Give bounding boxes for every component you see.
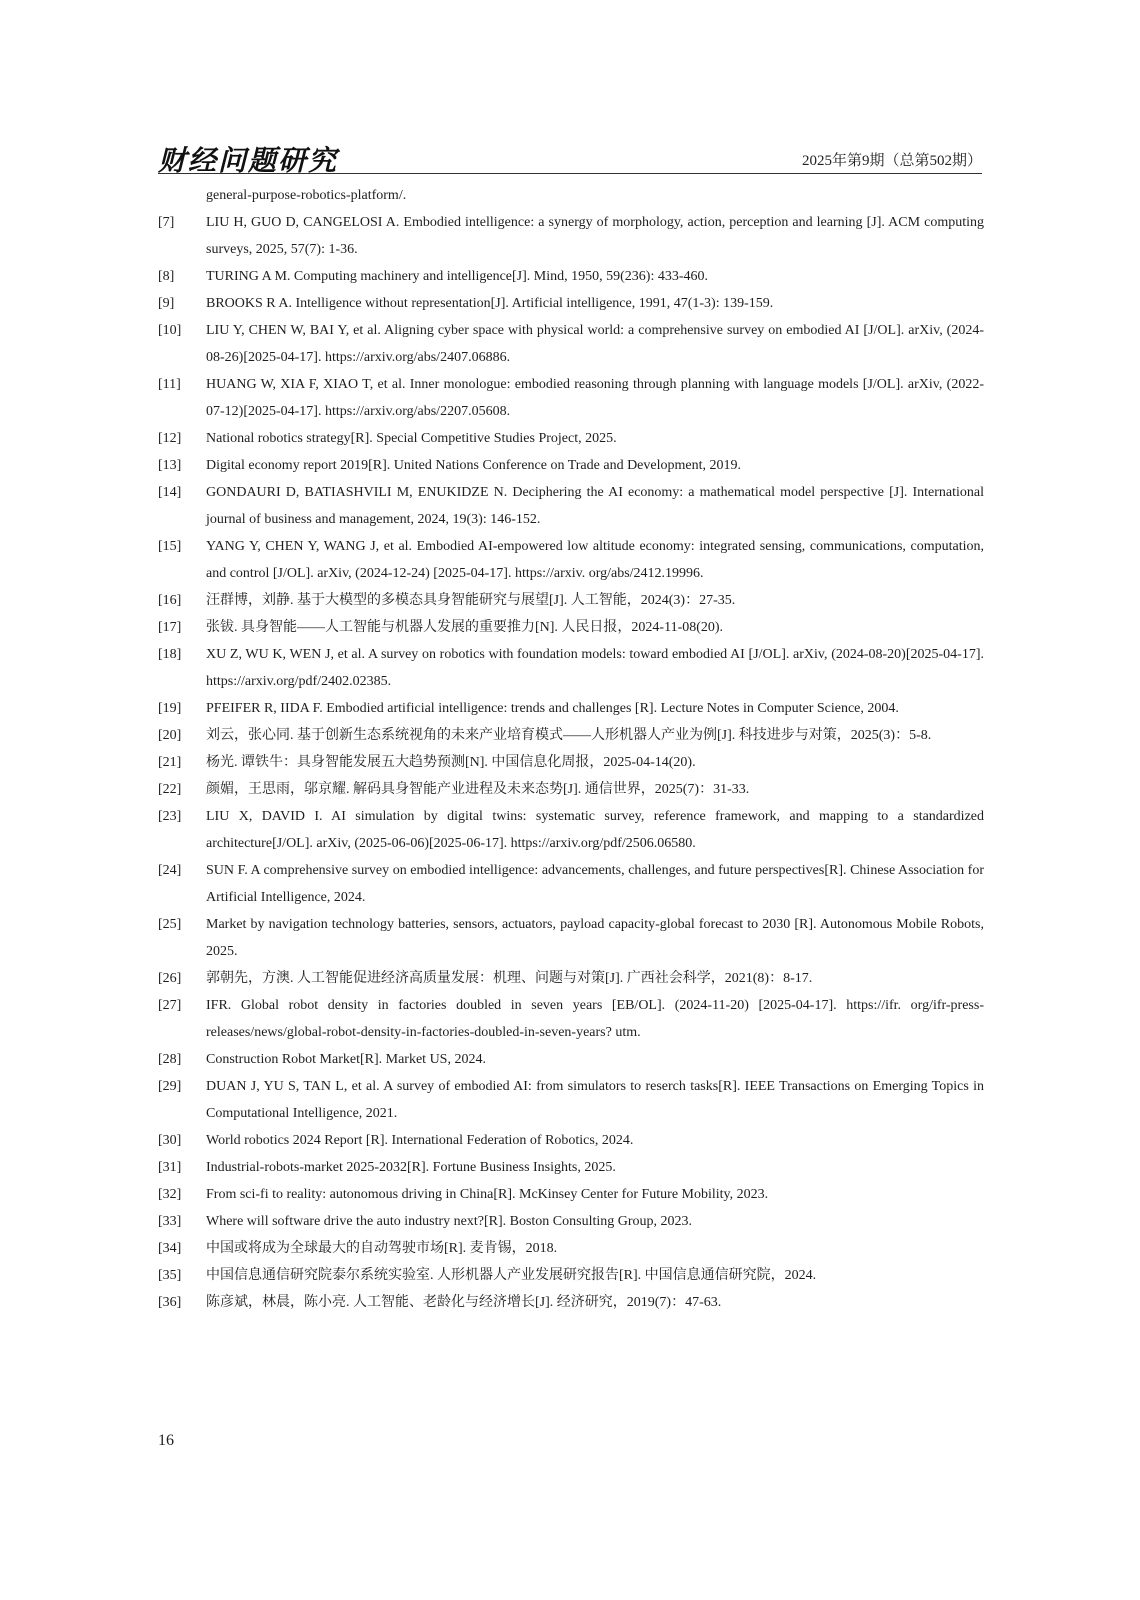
reference-entry [158,479,984,533]
reference-number: [31] [158,1160,182,1175]
reference-number: [9] [158,296,175,311]
reference-entry [158,425,984,452]
reference-text: 颜媚，王思雨，邬京耀. 解码具身智能产业进程及未来态势[J]. 通信世界，2025(7)：31-33. [206,782,750,797]
reference-number: [12] [158,431,182,446]
reference-text: IFR. Global robot density in factories doubled in seven years [EB/OL]. (2024-11-20) [2025-04-17]. https://ifr. org/ifr-press-releases/news/global-robot-density-in-factories-doubled-in-seven-years? utm. [206,998,984,1040]
reference-text: TURING A M. Computing machinery and intelligence[J]. Mind, 1950, 59(236): 433-460. [206,269,708,284]
reference-number: [36] [158,1295,182,1310]
reference-number: [19] [158,701,182,716]
reference-text: SUN F. A comprehensive survey on embodied intelligence: advancements, challenges, and future perspectives[R]. Chinese Association for Artificial Intelligence, 2024. [206,863,984,905]
reference-number: [8] [158,269,175,284]
reference-list [158,183,984,1316]
reference-entry [158,1208,984,1235]
reference-entry [158,749,984,776]
reference-number: [25] [158,917,182,932]
reference-text: 张钹. 具身智能——人工智能与机器人发展的重要推力[N]. 人民日报，2024-11-08(20). [206,620,724,635]
reference-entry [158,1073,984,1127]
reference-number: [17] [158,620,182,635]
page-header [158,143,982,177]
reference-text: YANG Y, CHEN Y, WANG J, et al. Embodied AI-empowered low altitude economy: integrated sensing, communications, computation, and control [J/OL]. arXiv, (2024-12-24) [2025-04-17]. https://arxiv. org/abs/2412.19996. [206,539,984,581]
reference-entry [158,1127,984,1154]
reference-entry [158,1046,984,1073]
reference-entry [158,803,984,857]
reference-text: LIU Y, CHEN W, BAI Y, et al. Aligning cyber space with physical world: a comprehensive survey on embodied AI [J/OL]. arXiv, (2024-08-26)[2025-04-17]. https://arxiv.org/abs/2407.06886. [206,323,984,365]
reference-entry [158,722,984,749]
reference-entry [158,911,984,965]
reference-text: Market by navigation technology batteries, sensors, actuators, payload capacity-global forecast to 2030 [R]. Autonomous Mobile Robots, 2025. [206,917,984,959]
reference-continuation: general-purpose-robotics-platform/. [206,188,407,203]
reference-number: [20] [158,728,182,743]
reference-entry [158,641,984,695]
reference-number: [14] [158,485,182,500]
reference-entry [158,614,984,641]
reference-text: DUAN J, YU S, TAN L, et al. A survey of embodied AI: from simulators to reserch tasks[R]. IEEE Transactions on Emerging Topics in Computational Intelligence, 2021. [206,1079,984,1121]
reference-entry [158,1235,984,1262]
reference-text: 杨光. 谭铁牛：具身智能发展五大趋势预测[N]. 中国信息化周报，2025-04-14(20). [206,755,696,770]
reference-number: [15] [158,539,182,554]
reference-entry [158,1289,984,1316]
reference-number: [29] [158,1079,182,1094]
reference-items [158,209,984,1316]
reference-number: [11] [158,377,181,392]
reference-number: [33] [158,1214,182,1229]
reference-entry [158,695,984,722]
reference-text: World robotics 2024 Report [R]. International Federation of Robotics, 2024. [206,1133,634,1148]
reference-entry [158,1181,984,1208]
reference-text: From sci-fi to reality: autonomous driving in China[R]. McKinsey Center for Future Mobility, 2023. [206,1187,769,1202]
reference-text: Industrial-robots-market 2025-2032[R]. Fortune Business Insights, 2025. [206,1160,616,1175]
reference-entry [158,263,984,290]
reference-number: [28] [158,1052,182,1067]
reference-entry [158,371,984,425]
reference-number: [22] [158,782,182,797]
reference-entry [158,317,984,371]
reference-number: [24] [158,863,182,878]
reference-text: Construction Robot Market[R]. Market US, 2024. [206,1052,486,1067]
reference-number: [32] [158,1187,182,1202]
issue-info: 2025年第9期（总第502期） [801,153,982,169]
reference-entry [158,209,984,263]
reference-number: [21] [158,755,182,770]
reference-text: 刘云，张心同. 基于创新生态系统视角的未来产业培育模式——人形机器人产业为例[J]. 科技进步与对策，2025(3)：5-8. [206,728,932,743]
reference-text: XU Z, WU K, WEN J, et al. A survey on robotics with foundation models: toward embodied AI [J/OL]. arXiv, (2024-08-20)[2025-04-17]. https://arxiv.org/pdf/2402.02385. [206,647,984,689]
reference-text: 汪群博，刘静. 基于大模型的多模态具身智能研究与展望[J]. 人工智能，2024(3)：27-35. [206,593,736,608]
reference-number: [34] [158,1241,182,1256]
reference-number: [16] [158,593,182,608]
reference-entry [158,857,984,911]
reference-entry [158,290,984,317]
reference-number: [26] [158,971,182,986]
reference-number: [35] [158,1268,182,1283]
reference-entry [158,992,984,1046]
reference-entry [158,587,984,614]
reference-entry [158,533,984,587]
reference-text: National robotics strategy[R]. Special Competitive Studies Project, 2025. [206,431,617,446]
reference-text: LIU H, GUO D, CANGELOSI A. Embodied intelligence: a synergy of morphology, action, perception and learning [J]. ACM computing surveys, 2025, 57(7): 1-36. [206,215,984,257]
reference-entry [158,1262,984,1289]
reference-text: 郭朝先，方澳. 人工智能促进经济高质量发展：机理、问题与对策[J]. 广西社会科学，2021(8)：8-17. [206,971,813,986]
reference-entry [158,776,984,803]
reference-text: Digital economy report 2019[R]. United Nations Conference on Trade and Development, 2019. [206,458,741,473]
reference-text: HUANG W, XIA F, XIAO T, et al. Inner monologue: embodied reasoning through planning with language models [J/OL]. arXiv, (2022-07-12)[2025-04-17]. https://arxiv.org/abs/2207.05608. [206,377,984,419]
reference-entry [158,965,984,992]
reference-number: [27] [158,998,182,1013]
reference-text: 陈彦斌，林晨，陈小亮. 人工智能、老龄化与经济增长[J]. 经济研究，2019(7)：47-63. [206,1295,722,1310]
reference-number: [7] [158,215,175,230]
reference-number: [10] [158,323,182,338]
reference-entry [158,1154,984,1181]
reference-entry [158,452,984,479]
page-number: 16 [158,1432,174,1449]
reference-text: 中国信息通信研究院泰尔系统实验室. 人形机器人产业发展研究报告[R]. 中国信息通信研究院，2024. [206,1268,817,1283]
reference-text: BROOKS R A. Intelligence without representation[J]. Artificial intelligence, 1991, 47(1-3): 139-159. [206,296,774,311]
journal-logo: 财经问题研究 [158,144,339,177]
reference-text: 中国或将成为全球最大的自动驾驶市场[R]. 麦肯锡，2018. [206,1241,558,1256]
reference-text: PFEIFER R, IIDA F. Embodied artificial intelligence: trends and challenges [R]. Lecture Notes in Computer Science, 2004. [206,701,899,716]
reference-number: [23] [158,809,182,824]
reference-text: Where will software drive the auto industry next?[R]. Boston Consulting Group, 2023. [206,1214,693,1229]
reference-text: LIU X, DAVID I. AI simulation by digital twins: systematic survey, reference framework, and mapping to a standardized architecture[J/OL]. arXiv, (2025-06-06)[2025-06-17]. https://arxiv.org/pdf/2506.06580. [206,809,984,851]
reference-number: [13] [158,458,182,473]
reference-number: [30] [158,1133,182,1148]
reference-text: GONDAURI D, BATIASHVILI M, ENUKIDZE N. Deciphering the AI economy: a mathematical model perspective [J]. International journal of business and management, 2024, 19(3): 146-152. [206,485,984,527]
reference-number: [18] [158,647,182,662]
